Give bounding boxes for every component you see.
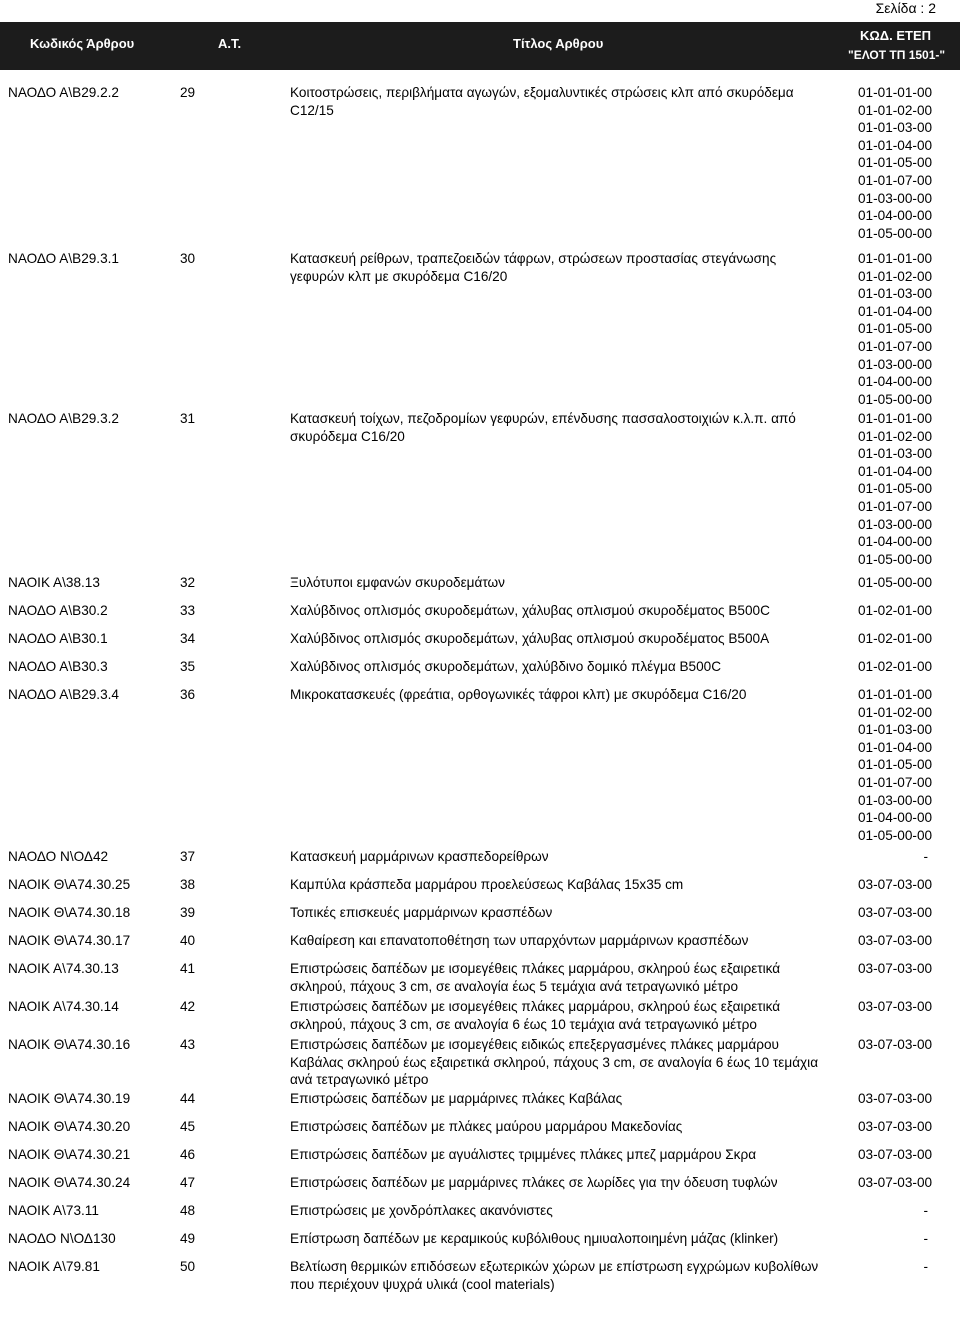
article-title: Τοπικές επισκευές μαρμάρινων κρασπέδων	[290, 905, 553, 920]
ketep-codes	[858, 1230, 938, 1248]
article-title: Επιστρώσεις δαπέδων με ισομεγέθεις πλάκες μαρμάρου, σκληρού έως εξαιρετικά σκληρού, πάχους 3 cm, σε αναλογία έως 5 τεμάχια ανά τετραγωνικό μέτρο	[290, 961, 781, 994]
ketep-code: -	[923, 1259, 928, 1274]
article-code: ΝΑΟΙΚ Θ\Α74.30.16	[8, 1037, 131, 1052]
ketep-codes	[858, 1118, 938, 1136]
article-title: Ξυλότυποι εμφανών σκυροδεμάτων	[290, 575, 505, 590]
article-code: ΝΑΟΔΟ Ν\ΟΔ130	[8, 1231, 116, 1246]
table-header	[0, 22, 960, 70]
article-code: ΝΑΟΙΚ Θ\Α74.30.21	[8, 1147, 131, 1162]
article-title: Επιστρώσεις με χονδρόπλακες ακανόνιστες	[290, 1203, 553, 1218]
article-code: ΝΑΟΙΚ Θ\Α74.30.17	[8, 933, 131, 948]
article-title: Χαλύβδινος οπλισμός σκυροδεμάτων, χαλύβδινο δομικό πλέγμα B500C	[290, 659, 722, 674]
article-code: ΝΑΟΔΟ Α\Β29.2.2	[8, 85, 119, 100]
article-title: Επιστρώσεις δαπέδων με μαρμάρινες πλάκες Καβάλας	[290, 1091, 623, 1106]
ketep-code: -	[923, 1203, 928, 1218]
ketep-code: 01-01-04-00	[858, 137, 933, 153]
ketep-code: 01-01-05-00	[858, 481, 933, 497]
article-title: Κατασκευή ρείθρων, τραπεζοειδών τάφρων, στρώσεων προστασίας στεγάνωσης γεφυρών κλπ με σκυρόδεμα C16/20	[290, 251, 777, 284]
article-title: Επιστρώσεις δαπέδων με πλάκες μαύρου μαρμάρου Μακεδονίας	[290, 1119, 683, 1134]
ketep-code: 01-04-00-00	[858, 810, 933, 826]
ketep-code: 01-01-07-00	[858, 172, 933, 188]
article-title: Κατασκευή τοίχων, πεζοδρομίων γεφυρών, επένδυσης πασσαλοστοιχιών κ.λ.π. από σκυρόδεμα C16/20	[290, 411, 796, 444]
ketep-code: 01-03-00-00	[858, 190, 933, 206]
article-number: 40	[180, 933, 196, 948]
article-number: 46	[180, 1147, 196, 1162]
ketep-code: 01-03-00-00	[858, 356, 933, 372]
ketep-codes	[858, 1174, 938, 1192]
header-title: Τίτλος Αρθρου	[513, 36, 604, 51]
article-title: Καμπύλα κράσπεδα μαρμάρου προελεύσεως Καβάλας 15x35 cm	[290, 877, 684, 892]
article-title: Κατασκευή μαρμάρινων κρασπεδορείθρων	[290, 849, 549, 864]
ketep-codes	[858, 904, 938, 922]
article-title: Χαλύβδινος οπλισμός σκυροδεμάτων, χάλυβας οπλισμού σκυροδέματος B500C	[290, 603, 770, 618]
ketep-codes	[858, 848, 938, 866]
ketep-codes	[858, 602, 938, 620]
ketep-code: 01-01-03-00	[858, 286, 933, 302]
ketep-codes	[858, 686, 938, 844]
article-code: ΝΑΟΔΟ Α\Β30.1	[8, 631, 108, 646]
article-number: 37	[180, 849, 196, 864]
ketep-code: 01-01-05-00	[858, 321, 933, 337]
article-code: ΝΑΟΙΚ Θ\Α74.30.25	[8, 877, 131, 892]
ketep-code: 01-01-04-00	[858, 463, 933, 479]
article-title: Επιστρώσεις δαπέδων με αγυάλιστες τριμμένες πλάκες μπεζ μαρμάρου Σκρα	[290, 1147, 757, 1162]
ketep-code: 01-01-05-00	[858, 155, 933, 171]
ketep-codes	[858, 574, 938, 592]
ketep-code: 01-01-02-00	[858, 428, 933, 444]
page-number-label: Σελίδα : 2	[875, 0, 936, 16]
ketep-code: 03-07-03-00	[858, 877, 933, 892]
article-title: Κοιτοστρώσεις, περιβλήματα αγωγών, εξομαλυντικές στρώσεις κλπ από σκυρόδεμα C12/15	[290, 85, 794, 118]
ketep-code: -	[923, 849, 928, 864]
article-number: 47	[180, 1175, 196, 1190]
ketep-code: 03-07-03-00	[858, 933, 933, 948]
ketep-code: 03-07-03-00	[858, 999, 933, 1014]
ketep-code: 03-07-03-00	[858, 1175, 933, 1190]
header-code: Κωδικός Άρθρου	[30, 36, 135, 51]
ketep-code: 01-01-01-00	[858, 85, 933, 100]
ketep-codes	[858, 658, 938, 676]
ketep-code: 01-04-00-00	[858, 208, 933, 224]
article-code: ΝΑΟΔΟ Ν\ΟΔ42	[8, 849, 109, 864]
article-title: Χαλύβδινος οπλισμός σκυροδεμάτων, χάλυβας οπλισμού σκυροδέματος B500A	[290, 631, 770, 646]
ketep-codes	[858, 1202, 938, 1220]
header-ketep-standard: "ΕΛΟΤ ΤΠ 1501-"	[848, 48, 946, 62]
header-ketep: ΚΩΔ. ΕΤΕΠ	[860, 28, 932, 43]
article-number: 32	[180, 575, 196, 590]
article-title: Επίστρωση δαπέδων με κεραμικούς κυβόλιθους ημιυαλοποιημένη μάζας (klinker)	[290, 1231, 779, 1246]
article-code: ΝΑΟΔΟ Α\Β29.3.1	[8, 251, 119, 266]
article-title: Επιστρώσεις δαπέδων με μαρμάρινες πλάκες σε λωρίδες για την όδευση τυφλών	[290, 1175, 778, 1190]
article-code: ΝΑΟΙΚ Θ\Α74.30.20	[8, 1119, 131, 1134]
ketep-codes	[858, 932, 938, 950]
article-code: ΝΑΟΙΚ Α\38.13	[8, 575, 100, 590]
article-title: Καθαίρεση και επανατοποθέτηση των υπαρχόντων μαρμάρινων κρασπέδων	[290, 933, 749, 948]
article-code: ΝΑΟΙΚ Θ\Α74.30.18	[8, 905, 131, 920]
article-code: ΝΑΟΔΟ Α\Β29.3.4	[8, 687, 119, 702]
ketep-code: 03-07-03-00	[858, 1119, 933, 1134]
ketep-code: 01-01-01-00	[858, 411, 933, 426]
article-code: ΝΑΟΔΟ Α\Β29.3.2	[8, 411, 119, 426]
ketep-code: 01-01-07-00	[858, 498, 933, 514]
ketep-codes	[858, 876, 938, 894]
article-code: ΝΑΟΙΚ Α\79.81	[8, 1259, 100, 1274]
ketep-codes	[858, 1146, 938, 1164]
ketep-codes	[858, 960, 938, 978]
article-number: 33	[180, 603, 196, 618]
article-title: Βελτίωση θερμικών επιδόσεων εξωτερικών χώρων με επίστρωση εγχρώμων κυβολίθων που περιέχουν ψυχρά υλικά (cool materials)	[290, 1259, 819, 1292]
article-number: 43	[180, 1037, 196, 1052]
ketep-code: 03-07-03-00	[858, 1037, 933, 1052]
ketep-codes	[858, 1036, 938, 1054]
article-number: 39	[180, 905, 196, 920]
article-code: ΝΑΟΙΚ Θ\Α74.30.19	[8, 1091, 131, 1106]
ketep-codes	[858, 84, 938, 242]
ketep-code: 01-05-00-00	[858, 575, 933, 590]
article-number: 44	[180, 1091, 196, 1106]
ketep-code: 01-01-03-00	[858, 446, 933, 462]
ketep-code: 03-07-03-00	[858, 961, 933, 976]
article-number: 49	[180, 1231, 196, 1246]
ketep-codes	[858, 250, 938, 408]
ketep-code: 01-05-00-00	[858, 391, 933, 407]
ketep-codes	[858, 410, 938, 568]
article-number: 29	[180, 85, 196, 100]
article-code: ΝΑΟΙΚ Α\73.11	[8, 1203, 99, 1218]
ketep-code: 01-02-01-00	[858, 659, 933, 674]
article-title: Επιστρώσεις δαπέδων με ισομεγέθεις πλάκες μαρμάρου, σκληρού έως εξαιρετικά σκληρού, πάχους 3 cm, σε αναλογία 6 έως 10 τεμάχια ανά τετραγωνικό μέτρο	[290, 999, 781, 1032]
article-number: 42	[180, 999, 196, 1014]
ketep-code: 01-03-00-00	[858, 792, 933, 808]
ketep-code: 01-05-00-00	[858, 225, 933, 241]
article-code: ΝΑΟΙΚ Θ\Α74.30.24	[8, 1175, 131, 1190]
ketep-code: 01-02-01-00	[858, 631, 933, 646]
article-number: 31	[180, 411, 196, 426]
ketep-code: 01-01-03-00	[858, 722, 933, 738]
ketep-code: 03-07-03-00	[858, 905, 933, 920]
article-code: ΝΑΟΔΟ Α\Β30.3	[8, 659, 108, 674]
article-code: ΝΑΟΔΟ Α\Β30.2	[8, 603, 108, 618]
article-number: 41	[180, 961, 196, 976]
ketep-code: 01-01-03-00	[858, 120, 933, 136]
article-number: 50	[180, 1259, 196, 1274]
article-number: 36	[180, 687, 196, 702]
ketep-code: 01-01-01-00	[858, 687, 933, 702]
article-number: 30	[180, 251, 196, 266]
ketep-code: 01-01-07-00	[858, 338, 933, 354]
ketep-code: 03-07-03-00	[858, 1147, 933, 1162]
article-number: 48	[180, 1203, 196, 1218]
ketep-code: 01-01-04-00	[858, 303, 933, 319]
article-title: Επιστρώσεις δαπέδων με ισομεγέθεις ειδικώς επεξεργασμένες πλάκες μαρμάρου Καβάλας σκληρού έως εξαιρετικά σκληρού, πάχους 3 cm, σε αναλογία 6 έως 10 τεμάχια ανά τετραγωνικό μέτρο	[290, 1037, 819, 1088]
ketep-code: 01-01-04-00	[858, 739, 933, 755]
ketep-code: 01-05-00-00	[858, 827, 933, 843]
article-title: Μικροκατασκευές (φρεάτια, ορθογωνικές τάφροι κλπ) με σκυρόδεμα C16/20	[290, 687, 747, 702]
ketep-code: 01-01-05-00	[858, 757, 933, 773]
article-code: ΝΑΟΙΚ Α\74.30.13	[8, 961, 119, 976]
article-number: 34	[180, 631, 196, 646]
ketep-code: 03-07-03-00	[858, 1091, 933, 1106]
ketep-code: 01-01-02-00	[858, 102, 933, 118]
article-code: ΝΑΟΙΚ Α\74.30.14	[8, 999, 119, 1014]
ketep-code: 01-03-00-00	[858, 516, 933, 532]
ketep-codes	[858, 1090, 938, 1108]
ketep-code: 01-04-00-00	[858, 534, 933, 550]
header-at: Α.Τ.	[218, 36, 242, 51]
ketep-codes	[858, 1258, 938, 1276]
article-number: 35	[180, 659, 196, 674]
ketep-code: 01-01-07-00	[858, 774, 933, 790]
ketep-code: -	[923, 1231, 928, 1246]
ketep-codes	[858, 630, 938, 648]
article-number: 45	[180, 1119, 196, 1134]
ketep-code: 01-01-02-00	[858, 704, 933, 720]
ketep-code: 01-04-00-00	[858, 374, 933, 390]
ketep-code: 01-02-01-00	[858, 603, 933, 618]
ketep-code: 01-01-01-00	[858, 251, 933, 266]
article-number: 38	[180, 877, 196, 892]
ketep-codes	[858, 998, 938, 1016]
ketep-code: 01-01-02-00	[858, 268, 933, 284]
ketep-code: 01-05-00-00	[858, 551, 933, 567]
